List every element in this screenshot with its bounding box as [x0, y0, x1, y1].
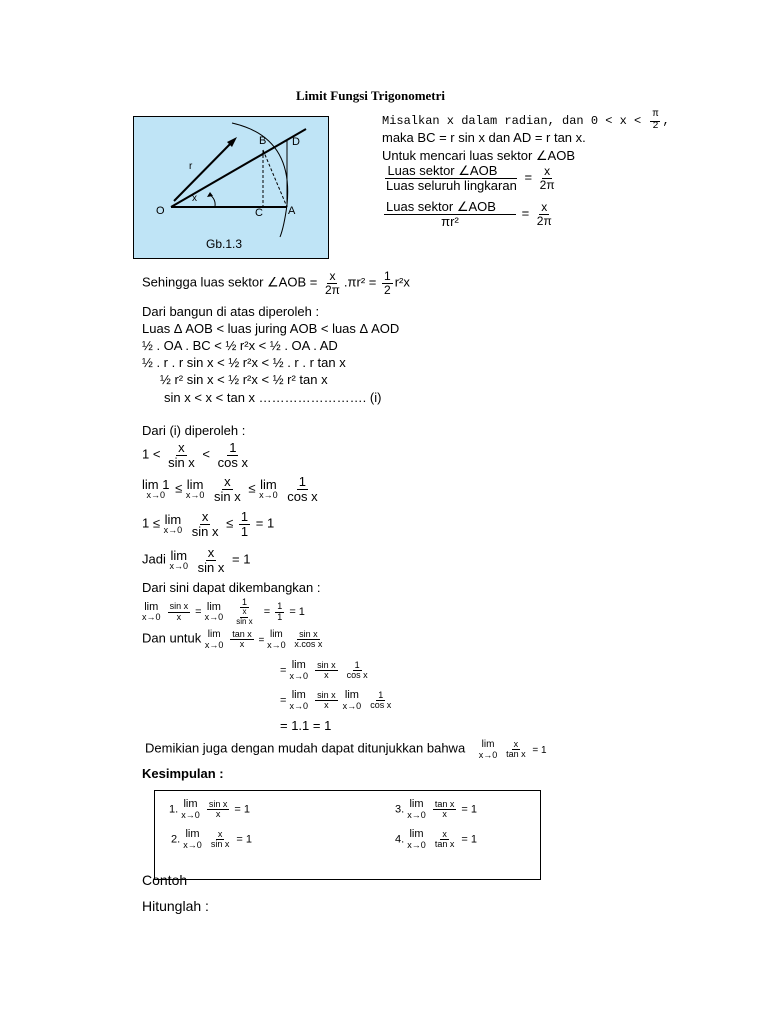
item-number: 2.: [171, 833, 181, 846]
ineq-1-lead: 1 <: [142, 446, 161, 462]
conclusion-item-3: [395, 799, 477, 820]
lim-text: lim: [269, 629, 283, 640]
f: [345, 661, 370, 681]
lim-sub: x→0: [259, 490, 278, 501]
dari-sini: Dari sini dapat dikembangkan :: [142, 580, 321, 595]
ineq-1: [142, 441, 252, 469]
f: [207, 800, 230, 820]
f-num: x: [178, 440, 185, 455]
ineq-2: [142, 475, 322, 503]
lim: [343, 690, 362, 711]
lim-text: lim: [409, 828, 424, 840]
lim-text: lim: [206, 600, 221, 613]
f: [433, 830, 457, 850]
label-c: C: [255, 207, 263, 219]
f-num: sin x: [317, 659, 336, 670]
f-num: sin x: [208, 798, 228, 809]
conclusion-item-2: [171, 829, 252, 850]
pi-over-2: [650, 110, 660, 132]
ineq-1-f1: [166, 441, 197, 469]
le: ≤: [226, 515, 234, 531]
half-line-2: ½ . r . r sin x < ½ r²x < ½ . r . r tan x: [142, 355, 346, 370]
ineq-1-lt: <: [202, 446, 211, 462]
lim-text: lim: [183, 798, 198, 810]
lim: [183, 829, 202, 850]
lim-sub: x→0: [185, 490, 205, 501]
sehingga-rest2: r²x: [394, 274, 410, 290]
f-num: x: [217, 828, 223, 839]
lim: [290, 690, 309, 711]
lim-sub: x→0: [342, 700, 362, 711]
f-num: 1: [378, 689, 384, 700]
f-den: 1: [277, 611, 283, 622]
lim-a: [142, 478, 169, 501]
lim-text: lim: [164, 511, 182, 527]
dari-bangun: Dari bangun di atas diperoleh :: [142, 304, 320, 319]
lim-text: lim: [481, 739, 495, 750]
lim: [407, 799, 426, 820]
label-d: D: [292, 136, 300, 148]
half-line-3: ½ r² sin x < ½ r²x < ½ r² tan x: [160, 372, 328, 387]
f-den: cos x: [370, 699, 392, 710]
lim-text: lim 1: [142, 476, 170, 492]
eq1: = 1: [461, 803, 478, 816]
half-num: 1: [384, 269, 391, 283]
f: [285, 475, 319, 503]
f-den: x: [176, 611, 182, 622]
lim-sub: x→0: [163, 525, 183, 536]
figure-caption: Gb.1.3: [206, 237, 243, 251]
contoh-label: Contoh: [142, 872, 188, 888]
item-number: 4.: [395, 833, 405, 846]
ratio-1-den: Luas seluruh lingkaran: [386, 177, 517, 193]
dan-untuk: [142, 630, 326, 650]
f: [315, 691, 338, 711]
ratio-2-eq: =: [521, 205, 530, 221]
f: [504, 740, 528, 760]
eq1: = 1: [231, 551, 251, 567]
lim-sub: x→0: [142, 612, 161, 623]
lim-sub: x→0: [169, 561, 188, 572]
lim-sub: x→0: [289, 670, 309, 681]
f-num: 1: [240, 509, 249, 524]
intro-line1-text: Misalkan x dalam radian, dan: [382, 114, 584, 129]
ratio-1: [382, 164, 559, 192]
sehingga-line: [142, 270, 410, 296]
lim-sub: x→0: [289, 700, 309, 711]
f: [212, 475, 243, 503]
f-num: tan x: [232, 629, 252, 640]
lim-text: lim: [291, 689, 306, 701]
lim-sub: x→0: [407, 839, 426, 850]
lim: [407, 829, 426, 850]
f-den: x: [215, 808, 221, 819]
eq: =: [263, 606, 271, 619]
f-num: sin x: [317, 689, 336, 700]
f-num: x: [513, 739, 519, 750]
lim-text: lim: [185, 828, 200, 840]
lim-sub: x→0: [204, 639, 224, 650]
lim-text: lim: [207, 629, 221, 640]
eq1: = 1: [234, 803, 251, 816]
f-den: cos x: [217, 454, 248, 470]
ratio-2-rden: 2π: [536, 213, 552, 228]
eq1: = 1: [461, 833, 478, 846]
f-den: x: [324, 669, 329, 680]
lim-text: lim: [186, 476, 204, 492]
lim-text: lim: [344, 689, 359, 701]
lim: [181, 799, 200, 820]
jadi-line: [142, 546, 250, 574]
half-den: 2: [384, 282, 391, 297]
lim-text: lim: [260, 476, 277, 492]
f-num: 1: [241, 597, 247, 607]
f-num: 1: [298, 474, 307, 489]
nested-num: x: [242, 607, 247, 617]
f-den: sin x: [197, 559, 225, 575]
nested-den: sin x: [236, 616, 253, 626]
sehingga-text: Sehingga luas sektor ∠AOB =: [142, 274, 318, 290]
ratio-1-rden: 2π: [539, 177, 555, 192]
label-b: B: [259, 135, 267, 147]
lim: [479, 740, 498, 760]
f-den: tan x: [434, 838, 455, 849]
eq: =: [258, 634, 265, 646]
ratio-2-num: Luas sektor ∠AOB: [384, 200, 516, 215]
f-num: tan x: [434, 798, 455, 809]
page-title: Limit Fungsi Trigonometri: [296, 88, 446, 103]
ratio-2-frac: [384, 200, 516, 228]
ratio-1-eq: =: [524, 169, 533, 185]
dan-untuk-text: Dan untuk: [142, 630, 202, 646]
jadi: Jadi: [142, 551, 166, 567]
f: [190, 510, 221, 538]
f: [275, 602, 284, 622]
one: 1: [142, 515, 150, 531]
demikian-line: [145, 740, 547, 760]
f: [168, 602, 191, 622]
sehingga-rest1: .πr² =: [343, 274, 377, 290]
label-x: x: [192, 193, 197, 204]
f-den: tan x: [506, 749, 526, 760]
lim-sub: x→0: [183, 839, 202, 850]
ratio-2-rnum: x: [541, 200, 548, 215]
f-num: x: [224, 474, 231, 489]
f: [196, 546, 227, 574]
figure-gb-1-3: [133, 116, 329, 259]
intro-line3: Untuk mencari luas sektor ∠AOB: [382, 148, 576, 163]
demikian-text: Demikian juga dengan mudah dapat ditunjukkan bahwa: [145, 740, 466, 756]
lim-sub: x→0: [204, 612, 224, 623]
dari-i: Dari (i) diperoleh :: [142, 423, 246, 438]
le: ≤: [152, 515, 160, 531]
f-num: 1: [229, 440, 237, 455]
intro-line1-rel: 0 < x <: [590, 114, 642, 129]
luas-line: Luas Δ AOB < luas juring AOB < luas Δ AOD: [142, 321, 400, 336]
lim-sub: x→0: [407, 809, 426, 820]
intro-line1: Misalkan x dalam radian, dan 0 < x < $\frac{\pi}{2}$ ,: [382, 109, 670, 132]
f-den: cos x: [287, 488, 318, 504]
eq: =: [195, 606, 202, 619]
lim-text: lim: [291, 659, 306, 671]
lim: [205, 602, 224, 623]
item-number: 1.: [169, 803, 179, 816]
label-o: O: [156, 205, 165, 217]
conclusion-box: [154, 790, 541, 880]
lim-text: lim: [409, 798, 424, 810]
label-r: r: [189, 161, 193, 172]
f-den: cos x: [346, 669, 368, 680]
ratio-2-den: πr²: [441, 213, 459, 229]
f: [230, 630, 254, 650]
ineq-1-f2: [216, 441, 250, 469]
f-num: x: [442, 828, 447, 839]
f: [230, 598, 258, 626]
lim: [205, 630, 224, 650]
eq: =: [280, 694, 287, 707]
le: ≤: [175, 480, 183, 496]
sehingga-frac: [323, 270, 342, 296]
eq1: = 1: [289, 606, 305, 619]
half-line-1: ½ . OA . BC < ½ r²x < ½ . OA . AD: [142, 338, 338, 353]
intro-line2: maka BC = r sin x dan AD = r tan x.: [382, 130, 586, 145]
eq1: = 1: [236, 833, 253, 846]
lim: [164, 513, 183, 536]
lim-c: [259, 478, 278, 501]
f-num: x: [201, 509, 209, 524]
f-den: x.cos x: [294, 639, 323, 650]
eq: =: [280, 664, 287, 677]
step-b: [280, 690, 395, 711]
ineq-3: [142, 510, 274, 538]
f-den: 1: [240, 523, 249, 539]
sehingga-den: 2π: [324, 282, 340, 297]
sin-ineq-line: sin x < x < tan x ……………………. (i): [164, 390, 382, 405]
step-a: [280, 660, 372, 681]
eq1: = 1: [255, 515, 275, 531]
hitunglah-label: Hitunglah :: [142, 898, 209, 914]
lim: [267, 630, 286, 650]
f: [239, 510, 250, 538]
lim-sub: x→0: [267, 639, 286, 650]
sehingga-num: x: [329, 269, 336, 283]
nested-frac: [234, 608, 254, 626]
step-c: = 1.1 = 1: [280, 718, 332, 733]
conclusion-item-1: [169, 799, 250, 820]
f: [292, 630, 324, 650]
pi-den: 2: [652, 120, 659, 132]
f-num: 1: [354, 659, 360, 670]
kesimpulan-heading: Kesimpulan :: [142, 766, 224, 781]
f-num: 1: [277, 601, 283, 612]
f-num: x: [207, 545, 215, 560]
item-number: 3.: [395, 803, 405, 816]
f: [315, 661, 338, 681]
half-frac: [382, 270, 393, 296]
pi-num: π: [652, 109, 659, 120]
lim-b: [186, 478, 205, 501]
ratio-2-rhs: [535, 201, 554, 227]
ratio-1-rhs: [538, 165, 557, 191]
ratio-1-rnum: x: [544, 164, 551, 179]
f-den: sin x: [191, 523, 219, 539]
f: [433, 800, 457, 820]
le: ≤: [248, 480, 256, 496]
label-a: A: [288, 205, 296, 217]
f-den: sin x: [213, 488, 241, 504]
conclusion-item-4: [395, 829, 477, 850]
ratio-1-frac: [384, 164, 519, 192]
lim: [290, 660, 309, 681]
f-num: sin x: [169, 601, 189, 612]
f-den: x: [239, 639, 245, 650]
f-num: sin x: [299, 629, 318, 640]
lim: [142, 602, 161, 623]
f-den: sin x: [168, 454, 195, 470]
f: [368, 691, 393, 711]
lim-sub: x→0: [181, 809, 200, 820]
lim-text: lim: [144, 600, 159, 613]
ratio-2: [382, 200, 556, 228]
develop-1: [142, 598, 305, 626]
f-den: x: [442, 808, 447, 819]
f-den: x: [324, 699, 329, 710]
ratio-1-num: Luas sektor ∠AOB: [385, 164, 517, 179]
f-den: sin x: [210, 838, 230, 849]
lim: [169, 549, 188, 572]
f-den-nested: [230, 608, 258, 626]
eq1: = 1: [532, 744, 547, 756]
lim-sub: x→0: [146, 490, 165, 501]
f: [209, 830, 232, 850]
lim-text: lim: [170, 547, 188, 563]
lim-sub: x→0: [478, 749, 498, 760]
